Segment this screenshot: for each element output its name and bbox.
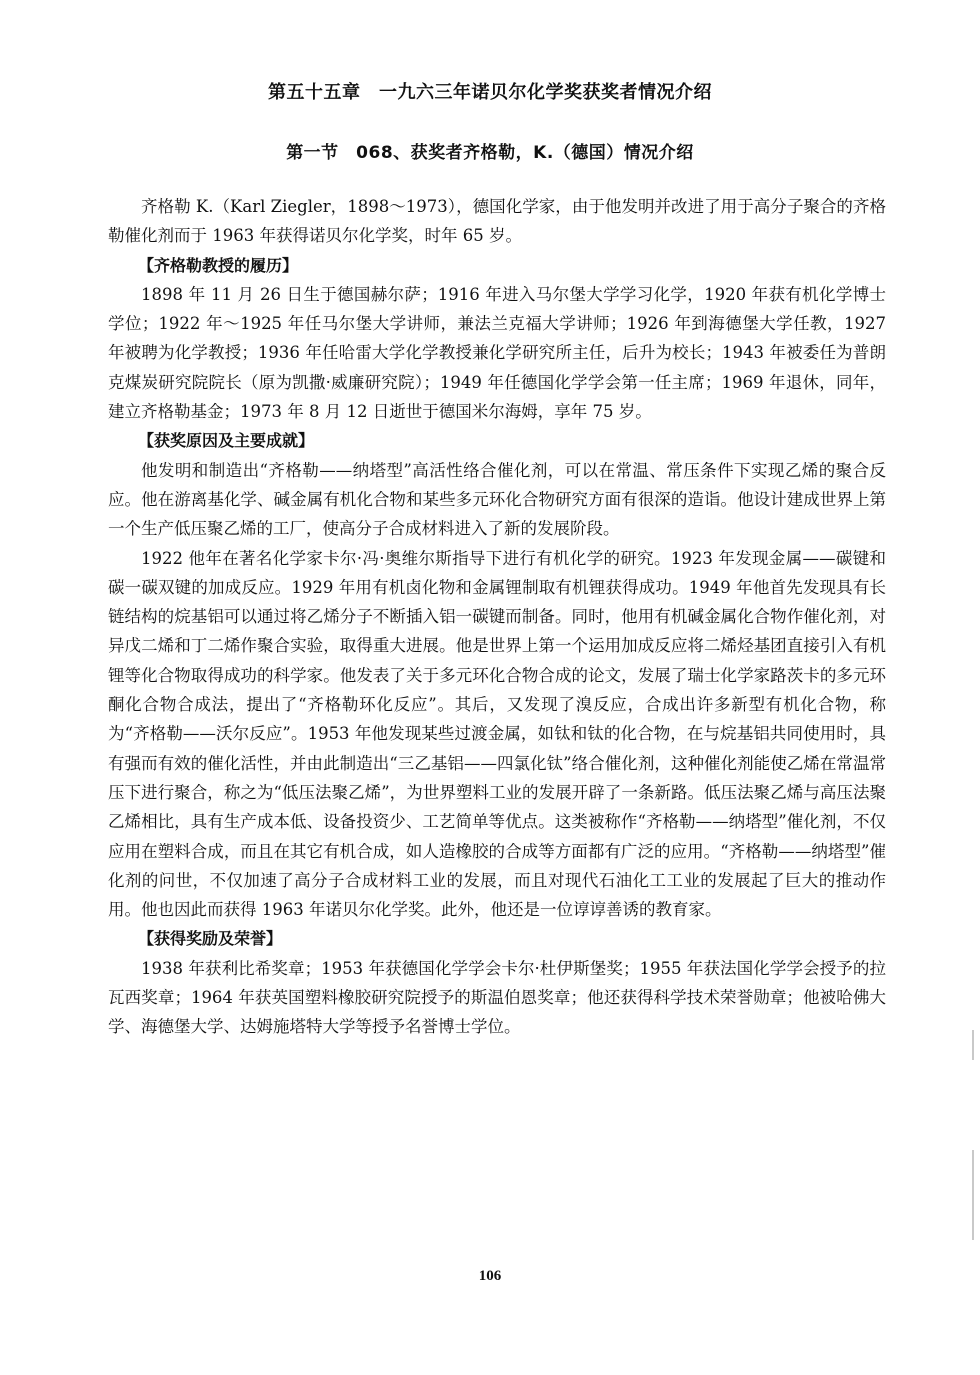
intro-paragraph: 齐格勒 K.（Karl Ziegler，1898～1973），德国化学家，由于他发明并改进了用于高分子聚合的齐格勒催化剂而于 1963 年获得诺贝尔化学奖，时年 65 岁。 <box>108 197 886 246</box>
achievements-paragraph-2: 1922 他年在著名化学家卡尔·冯·奥维尔斯指导下进行有机化学的研究。1923 年发现金属——碳键和碳一碳双键的加成反应。1929 年用有机卤化物和金属锂制取有机锂获得成功。1949 年他首先发现具有长链结构的烷基铝可以通过将乙烯分子不断插入铝一碳键而制备。同时，他用有机碱金属化合物作催化剂，对异戊二烯和丁二烯作聚合实验，取得重大进展。他是世界上第一个运用加成反应将二烯烃基团直接引入有机锂等化合物取得成功的科学家。他发表了关于多元环化合物合成的论文，发展了瑞士化学家路茨卡的多元环酮化合物合成法，提出了“齐格勒环化反应”。其后，又发现了溴反应，合成出许多新型有机化合物，称为“齐格勒——沃尔反应”。1953 年他发现某些过渡金属，如钛和钛的化合物，在与烷基铝共同使用时，具有强而有效的催化活性，并由此制造出“三乙基铝——四氯化钛”络合催化剂，这种催化剂能使乙烯在常温常压下进行聚合，称之为“低压法聚乙烯”，为世界塑料工业的发展开辟了一条新路。低压法聚乙烯与高压法聚乙烯相比，具有生产成本低、设备投资少、工艺简单等优点。这类被称作“齐格勒——纳塔型”催化剂，不仅应用在塑料合成，而且在其它有机合成，如人造橡胶的合成等方面都有广泛的应用。“齐格勒——纳塔型”催化剂的问世，不仅加速了高分子合成材料工业的发展，而且对现代石油化工工业的发展起了巨大的推动作用。他也因此而获得 1963 年诺贝尔化学奖。此外，他还是一位谆谆善诱的教育家。 <box>108 548 886 920</box>
page-number: 106 <box>478 1268 502 1284</box>
section-title: 第一节 068、获奖者齐格勒，K.（德国）情况介绍 <box>286 143 694 163</box>
scan-edge-mark <box>972 1150 974 1240</box>
achievements-paragraph-1: 他发明和制造出“齐格勒——纳塔型”高活性络合催化剂，可以在常温、常压条件下实现乙烯的聚合反应。他在游离基化学、碱金属有机化合物和某些多元环化合物研究方面有很深的造诣。他设计建成世界上第一个生产低压聚乙烯的工厂，使高分子合成材料进入了新的发展阶段。 <box>108 460 886 539</box>
career-heading: 【齐格勒教授的履历】 <box>138 255 299 275</box>
scan-edge-mark <box>972 1030 974 1060</box>
honors-paragraph: 1938 年获利比希奖章；1953 年获德国化学学会卡尔·杜伊斯堡奖；1955 年获法国化学学会授予的拉瓦西奖章；1964 年获英国塑料橡胶研究院授予的斯温伯恩奖章；他还获得科学技术荣誉勋章；他被哈佛大学、海德堡大学、达姆施塔特大学等授予名誉博士学位。 <box>108 958 886 1037</box>
honors-heading: 【获得奖励及荣誉】 <box>138 929 283 949</box>
body-text <box>108 192 886 1042</box>
chapter-title: 第五十五章 一九六三年诺贝尔化学奖获奖者情况介绍 <box>268 82 712 103</box>
achievements-heading: 【获奖原因及主要成就】 <box>138 431 315 451</box>
career-paragraph: 1898 年 11 月 26 日生于德国赫尔萨；1916 年进入马尔堡大学学习化学，1920 年获有机化学博士学位；1922 年～1925 年任马尔堡大学讲师，兼法兰克福大学讲师；1926 年到海德堡大学任教，1927 年被聘为化学教授；1936 年任哈雷大学化学教授兼化学研究所主任，后升为校长；1943 年被委任为普朗克煤炭研究院院长（原为凯撒·威廉研究院）；1949 年任德国化学学会第一任主席；1969 年退休，同年，建立齐格勒基金；1973 年 8 月 12 日逝世于德国米尔海姆，享年 75 岁。 <box>108 284 886 422</box>
